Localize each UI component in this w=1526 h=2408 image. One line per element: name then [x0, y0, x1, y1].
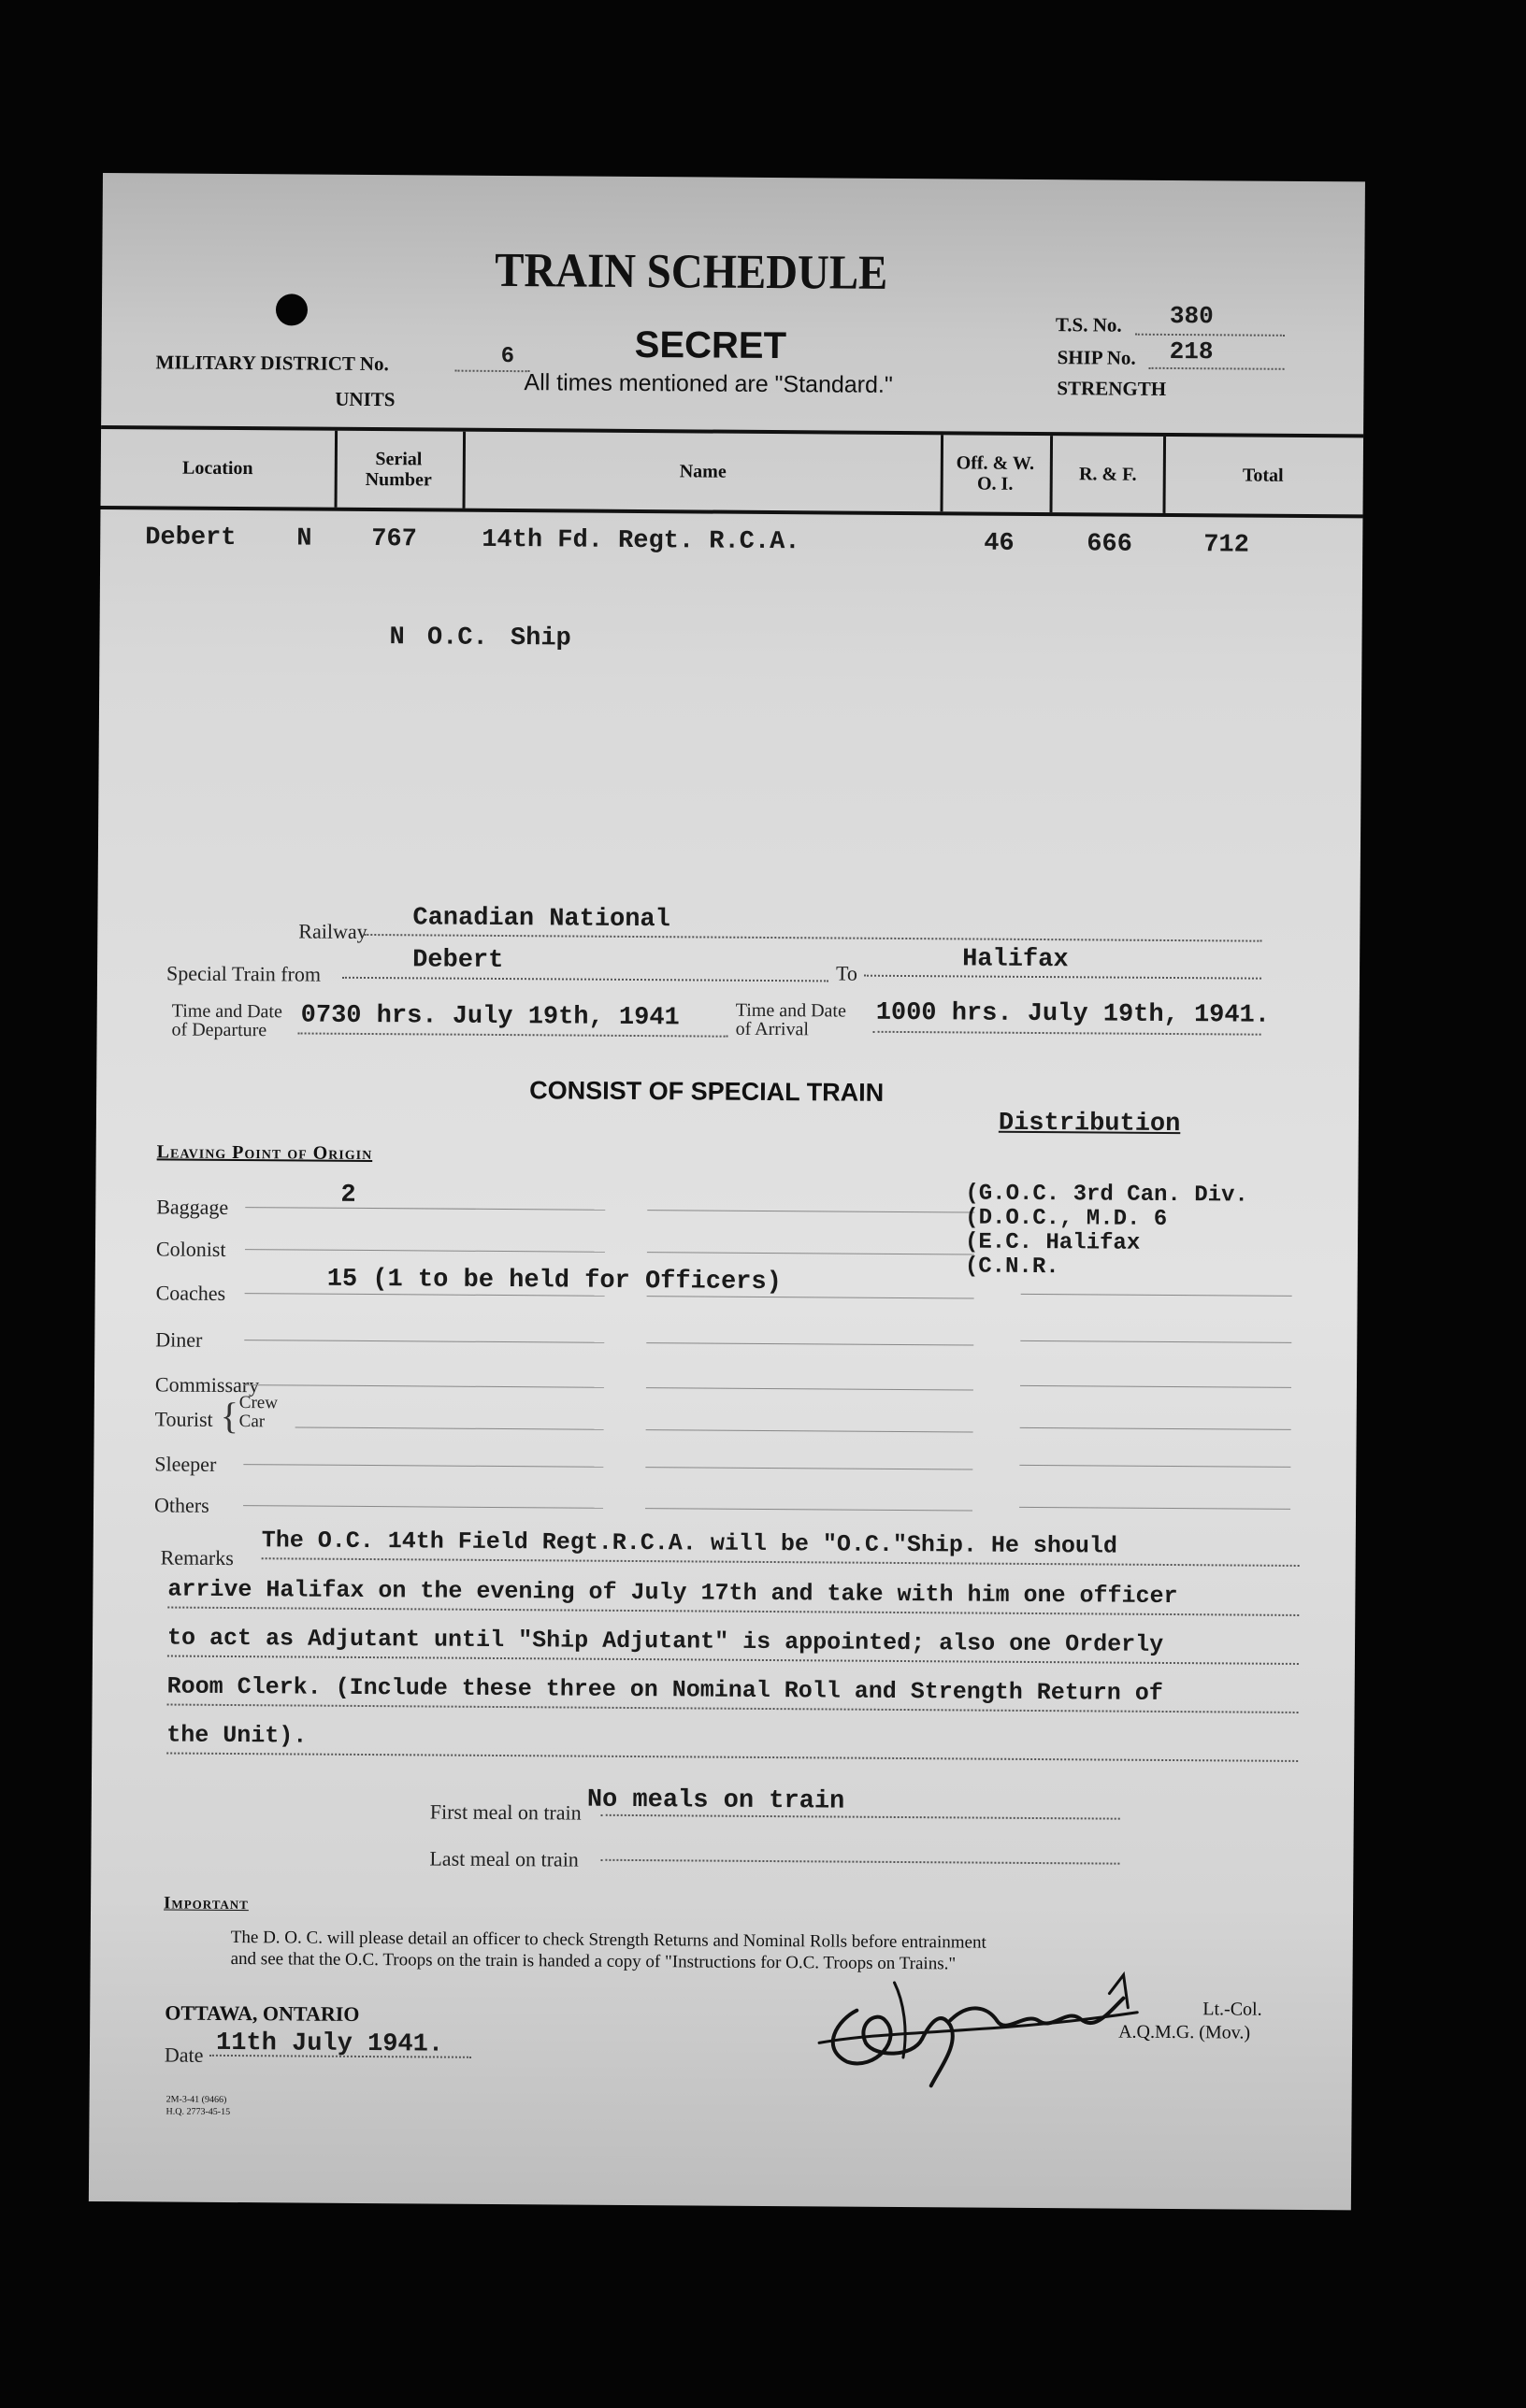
row-total: 712	[1203, 531, 1249, 560]
oc-ship-note: N O.C. Ship	[389, 624, 571, 653]
leaving-point-label: Leaving Point of Origin	[156, 1141, 373, 1165]
punch-hole	[276, 294, 308, 325]
row-mark: N	[296, 524, 312, 553]
table-header	[100, 425, 1363, 518]
column-header-off-woi: Off. & W. O. I.	[940, 435, 1053, 512]
column-header-total: Total	[1242, 465, 1284, 486]
tourist-brace: {	[220, 1394, 239, 1438]
others-label: Others	[153, 1493, 209, 1517]
to-label: To	[835, 961, 858, 985]
coaches-label: Coaches	[155, 1281, 226, 1305]
ts-no-label: T.S. No.	[1055, 313, 1122, 337]
distribution-title: Distribution	[998, 1109, 1181, 1140]
column-header-name: Name	[466, 432, 944, 512]
remarks-line: the Unit).	[166, 1721, 308, 1750]
distribution-item: (E.C. Halifax	[964, 1229, 1141, 1256]
colonist-label: Colonist	[155, 1237, 226, 1261]
row-off-woi: 46	[984, 529, 1015, 558]
diner-label: Diner	[155, 1327, 203, 1352]
first-meal-label: First meal on train	[429, 1799, 582, 1825]
signature	[800, 1954, 1194, 2097]
form-number-2: H.Q. 2773-45-15	[166, 2106, 231, 2118]
departure-label-2: of Departure	[171, 1019, 267, 1041]
remarks-line: The O.C. 14th Field Regt.R.C.A. will be "O.C."Ship. He should	[261, 1526, 1118, 1560]
arrival-label-1: Time and Date	[735, 999, 846, 1022]
column-header-location: Location	[101, 429, 338, 508]
footer-rank: Lt.-Col.	[1202, 1999, 1262, 2020]
first-meal-value: No meals on train	[586, 1785, 845, 1816]
standard-note: All times mentioned are "Standard."	[524, 369, 893, 398]
column-header-serial: Serial Number	[335, 431, 467, 509]
row-name: 14th Fd. Regt. R.C.A.	[482, 525, 800, 557]
ship-no-label: SHIP No.	[1057, 346, 1136, 369]
baggage-value: 2	[340, 1181, 356, 1210]
remarks-line: to act as Adjutant until "Ship Adjutant" is appointed; also one Orderly	[166, 1624, 1164, 1658]
arrival-value: 1000 hrs. July 19th, 1941.	[875, 998, 1271, 1030]
important-line-2: and see that the O.C. Troops on the train is handed a copy of "Instructions for O.C. Troops on Trains."	[230, 1949, 957, 1974]
remarks-line: arrive Halifax on the evening of July 17th and take with him one officer	[167, 1575, 1178, 1611]
departure-label-1: Time and Date	[171, 1000, 282, 1023]
strength-label: STRENGTH	[1057, 377, 1167, 400]
railway-value: Canadian National	[412, 904, 670, 935]
ship-no-value: 218	[1169, 337, 1214, 366]
baggage-label: Baggage	[156, 1195, 229, 1219]
to-value: Halifax	[962, 945, 1069, 975]
important-label: Important	[164, 1893, 249, 1914]
tourist-label: Tourist	[154, 1407, 213, 1431]
form-number-1: 2M-3-41 (9466)	[166, 2094, 227, 2105]
units-label: UNITS	[335, 387, 396, 411]
from-value: Debert	[412, 946, 504, 976]
column-header-rf: R. & F.	[1052, 436, 1166, 513]
military-district-value: 6	[500, 343, 515, 370]
ts-no-value: 380	[1169, 301, 1214, 331]
consist-lines	[103, 173, 1365, 181]
footer-date-value: 11th July 1941.	[215, 2028, 444, 2059]
commissary-label: Commissary	[154, 1372, 260, 1398]
from-label: Special Train from	[166, 961, 322, 986]
distribution-item: (D.O.C., M.D. 6	[965, 1205, 1168, 1232]
tourist-crew: Crew	[238, 1393, 279, 1413]
footer-title: A.Q.M.G. (Mov.)	[1118, 2021, 1251, 2043]
sleeper-label: Sleeper	[154, 1452, 217, 1476]
arrival-label-2: of Arrival	[735, 1018, 810, 1040]
departure-value: 0730 hrs. July 19th, 1941	[300, 1001, 680, 1033]
distribution-item: (C.N.R.	[964, 1254, 1059, 1281]
footer-place: OTTAWA, ONTARIO	[165, 2000, 360, 2026]
coaches-value: 15 (1 to be held for Officers)	[326, 1265, 782, 1297]
row-rf: 666	[1087, 530, 1132, 559]
consist-title: CONSIST OF SPECIAL TRAIN	[529, 1076, 885, 1107]
document-page	[89, 173, 1365, 2210]
railway-label: Railway	[298, 919, 367, 943]
remarks-label: Remarks	[160, 1545, 234, 1570]
secret-stamp: SECRET	[634, 323, 787, 367]
distribution-item: (G.O.C. 3rd Can. Div.	[965, 1181, 1248, 1209]
tourist-car: Car	[238, 1412, 266, 1432]
footer-date-label: Date	[164, 2042, 204, 2067]
military-district-label: MILITARY DISTRICT No.	[155, 351, 389, 376]
remarks-line: Room Clerk. (Include these three on Nominal Roll and Strength Return of	[166, 1672, 1163, 1707]
important-line-1: The D. O. C. will please detail an officer to check Strength Returns and Nominal Rolls before entrainment	[230, 1928, 986, 1953]
row-serial: 767	[371, 525, 417, 554]
last-meal-label: Last meal on train	[429, 1846, 579, 1871]
row-location: Debert	[145, 523, 237, 553]
document-title: TRAIN SCHEDULE	[495, 243, 888, 300]
